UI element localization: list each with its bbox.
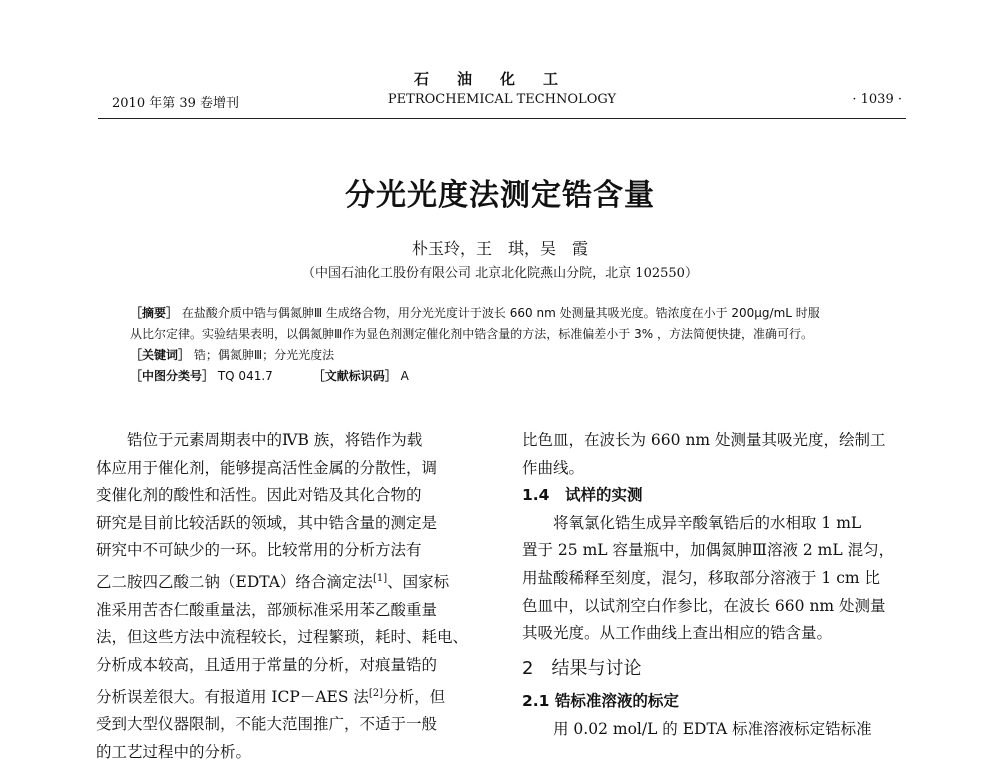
article-title: 分光光度法测定锆含量 xyxy=(345,178,655,213)
paragraph-line: 法，但这些方法中流程较长，过程繁琐，耗时、耗电、 xyxy=(96,628,469,647)
paragraph-line: 作曲线。 xyxy=(522,458,585,477)
paragraph-line: 的工艺过程中的分析。 xyxy=(96,742,252,761)
affiliation: （中国石油化工股份有限公司 北京北化院燕山分院，北京 102550） xyxy=(302,266,698,281)
paragraph-line: 变催化剂的酸性和活性。因此对锆及其化合物的 xyxy=(96,486,422,505)
keywords-line xyxy=(130,345,880,366)
paragraph-line: 体应用于催化剂，能够提高活性金属的分散性，调 xyxy=(96,458,438,477)
journal-name-english: PETROCHEMICAL TECHNOLOGY xyxy=(387,92,617,107)
abstract-line-1 xyxy=(130,303,880,324)
body-left-column xyxy=(96,427,488,766)
keywords-text: 锆；偶氮胂Ⅲ；分光光度法 xyxy=(193,348,335,362)
line-text: 分析误差很大。有报道用 ICP－AES 法 xyxy=(96,687,369,706)
paragraph-line: 分析成本较高，且适用于常量的分析，对痕量锆的 xyxy=(96,655,438,674)
paragraph-line: 置于 25 mL 容量瓶中，加偶氮胂Ⅲ溶液 2 mL 混匀， xyxy=(522,541,895,560)
paragraph-line: 比色皿，在波长为 660 nm 处测量其吸光度，绘制工 xyxy=(522,431,886,449)
paragraph-line: 准采用苦杏仁酸重量法，部颁标准采用苯乙酸重量 xyxy=(96,600,438,619)
issue-label: 2010 年第 39 卷增刊 xyxy=(112,96,240,111)
doc-code-label: ［文献标识码］ xyxy=(312,369,397,383)
clc-label: ［中图分类号］ xyxy=(130,369,215,383)
keywords-label: ［关键词］ xyxy=(130,348,191,362)
page-number: · 1039 · xyxy=(852,92,902,107)
paragraph-line: 研究是目前比较活跃的领域，其中锆含量的测定是 xyxy=(96,513,438,532)
classification-line xyxy=(130,366,880,387)
line-text: 、国家标 xyxy=(387,573,450,592)
citation-2: [2] xyxy=(368,687,384,699)
abstract-label: ［摘要］ xyxy=(130,306,179,320)
doc-code: A xyxy=(400,369,409,383)
abstract-line-2: 从比尔定律。实验结果表明，以偶氮胂Ⅲ作为显色剂测定催化剂中锆含量的方法，标准偏差小于 3% ，方法简便快捷，准确可行。 xyxy=(130,327,813,341)
section-heading-2-1: 2.1 锆标准溶液的标定 xyxy=(522,692,679,711)
paragraph-line: 受到大型仪器限制，不能大范围推广，不适于一般 xyxy=(96,715,438,734)
clc-code: TQ 041.7 xyxy=(217,369,273,383)
paragraph-line: 锆位于元素周期表中的ⅣB 族，将锆作为载 xyxy=(127,431,423,449)
paragraph-line: 研究中不可缺少的一环。比较常用的分析方法有 xyxy=(96,541,422,560)
journal-name-chinese: 石油化工 xyxy=(413,70,586,88)
line-text: 乙二胺四乙酸二钠（EDTA）络合滴定法 xyxy=(96,573,373,592)
section-heading-2: 2 结果与讨论 xyxy=(522,657,642,679)
paragraph-line xyxy=(96,680,488,712)
paragraph-line xyxy=(96,565,488,597)
author-list: 朴玉玲，王 琪，吴 霞 xyxy=(411,239,588,258)
abstract-text-1: 在盐酸介质中锆与偶氮胂Ⅲ 生成络合物，用分光光度计于波长 660 nm 处测量其吸光度。锆浓度在小于 200μg/mL 时服 xyxy=(181,306,820,320)
abstract-block xyxy=(130,303,880,387)
paragraph-line: 用 0.02 mol/L 的 EDTA 标准溶液标定锆标准 xyxy=(553,719,872,738)
citation-1: [1] xyxy=(372,572,388,584)
body-right-column xyxy=(522,427,914,744)
paragraph-line: 其吸光度。从工作曲线上查出相应的锆含量。 xyxy=(522,624,833,643)
header-rule xyxy=(98,118,906,119)
paragraph-line: 色皿中，以试剂空白作参比，在波长 660 nm 处测量 xyxy=(522,596,886,615)
line-text: 分析，但 xyxy=(383,687,446,706)
section-heading-1-4: 1.4 试样的实测 xyxy=(522,486,643,505)
paragraph-line: 将氧氯化锆生成异辛酸氧锆后的水相取 1 mL xyxy=(553,513,862,532)
paragraph-line: 用盐酸稀释至刻度，混匀，移取部分溶液于 1 cm 比 xyxy=(522,568,881,587)
